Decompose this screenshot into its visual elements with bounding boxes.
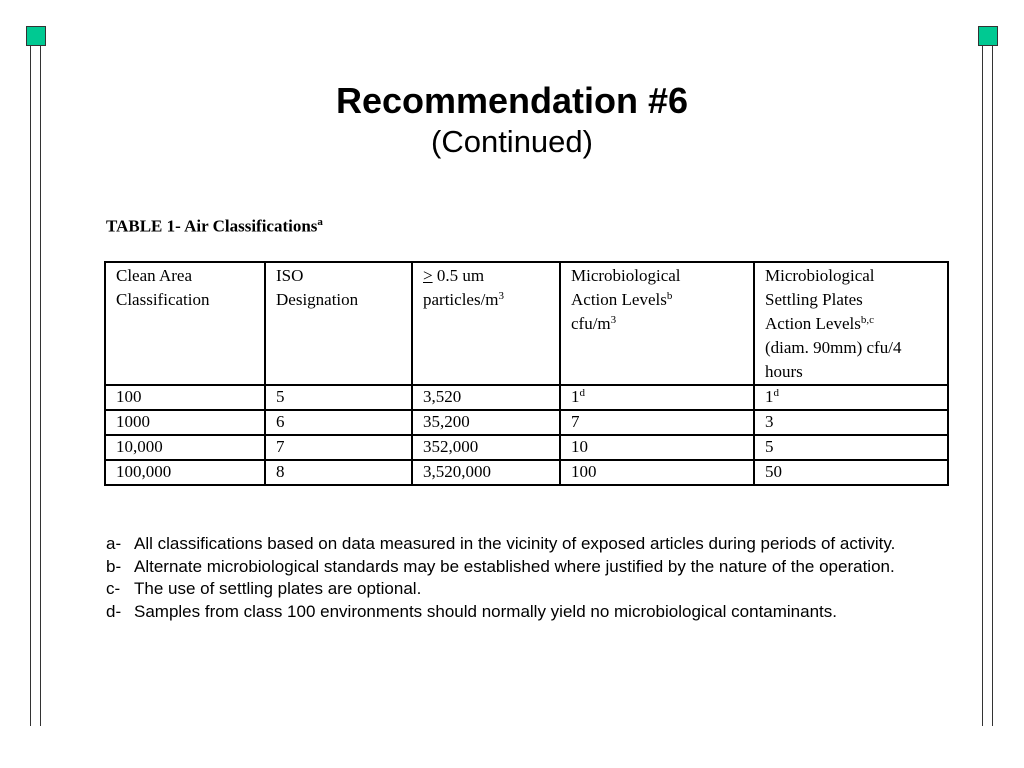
footnote-marker: d- xyxy=(106,601,122,621)
cell-superscript: d xyxy=(579,387,585,399)
cell-particles: 35,200 xyxy=(412,410,560,435)
cell-superscript: d xyxy=(773,387,779,399)
header-particles xyxy=(412,262,560,385)
header-text: (diam. 90mm) cfu/4 xyxy=(765,338,902,357)
cell-settling-level: 50 xyxy=(754,460,948,485)
cell-action-level: 10 xyxy=(560,435,754,460)
cell-class: 100,000 xyxy=(105,460,265,485)
header-clean-area-classification xyxy=(105,262,265,385)
header-iso-designation xyxy=(265,262,412,385)
cell-particles: 3,520,000 xyxy=(412,460,560,485)
footnote-a xyxy=(106,533,966,556)
table-row xyxy=(105,385,948,410)
header-superscript: 3 xyxy=(610,314,617,326)
header-text: Action Levels xyxy=(765,314,861,333)
header-text: Classification xyxy=(116,290,210,309)
footnote-text: Samples from class 100 environments should normally yield no microbiological contaminants. xyxy=(134,601,837,621)
header-text: Microbiological xyxy=(571,266,681,285)
cell-iso: 6 xyxy=(265,410,412,435)
header-superscript: 3 xyxy=(498,290,505,302)
cell-class: 100 xyxy=(105,385,265,410)
cell-action-level: 100 xyxy=(560,460,754,485)
slide-subtitle: (Continued) xyxy=(431,124,593,159)
table-header-row xyxy=(105,262,948,385)
footnote-b xyxy=(106,556,966,579)
table-row xyxy=(105,410,948,435)
footnote-text: Alternate microbiological standards may be established where justified by the nature of the operation. xyxy=(134,556,895,576)
footnote-marker: b- xyxy=(106,556,122,576)
footnote-marker: a- xyxy=(106,534,122,553)
header-text: Designation xyxy=(276,290,359,309)
table-caption-footnote-ref: a xyxy=(317,216,323,228)
table-caption xyxy=(106,216,323,237)
footnote-text: The use of settling plates are optional. xyxy=(134,579,422,598)
header-text: > xyxy=(423,266,433,285)
cell-value: 1 xyxy=(765,387,774,406)
square-marker-icon xyxy=(26,26,46,46)
footnote-marker: c- xyxy=(106,579,121,598)
table-caption-text: TABLE 1- Air Classifications xyxy=(106,216,318,236)
header-text: Settling Plates xyxy=(765,290,863,309)
cell-iso: 7 xyxy=(265,435,412,460)
cell-class: 1000 xyxy=(105,410,265,435)
header-text: 0.5 um xyxy=(432,266,485,285)
header-superscript: b xyxy=(666,290,673,302)
footnote-c xyxy=(106,578,966,601)
header-microbiological-action-levels xyxy=(560,262,754,385)
table-row xyxy=(105,460,948,485)
header-text: Microbiological xyxy=(765,266,875,285)
square-marker-icon xyxy=(978,26,998,46)
cell-action-level xyxy=(560,385,754,410)
cell-action-level: 7 xyxy=(560,410,754,435)
cell-particles: 3,520 xyxy=(412,385,560,410)
cell-settling-level xyxy=(754,385,948,410)
slide-title: Recommendation #6 xyxy=(335,80,689,121)
cell-class: 10,000 xyxy=(105,435,265,460)
cell-settling-level: 3 xyxy=(754,410,948,435)
header-text: cfu/m xyxy=(571,314,611,333)
air-classifications-table xyxy=(104,261,949,486)
header-superscript: b,c xyxy=(860,314,874,326)
header-text: hours xyxy=(765,362,803,381)
cell-iso: 5 xyxy=(265,385,412,410)
cell-iso: 8 xyxy=(265,460,412,485)
cell-particles: 352,000 xyxy=(412,435,560,460)
footnote-text: All classifications based on data measured in the vicinity of exposed articles during periods of activity. xyxy=(134,534,896,553)
cell-settling-level: 5 xyxy=(754,435,948,460)
footnote-d xyxy=(106,601,966,624)
header-text: Clean Area xyxy=(116,266,192,285)
header-text: ISO xyxy=(276,266,304,285)
table-row xyxy=(105,435,948,460)
header-text: particles/m xyxy=(423,290,499,309)
header-text: Action Levels xyxy=(571,290,667,309)
cell-value: 1 xyxy=(571,387,580,406)
header-settling-plates-action-levels xyxy=(754,262,948,385)
footnotes-list xyxy=(106,533,966,623)
